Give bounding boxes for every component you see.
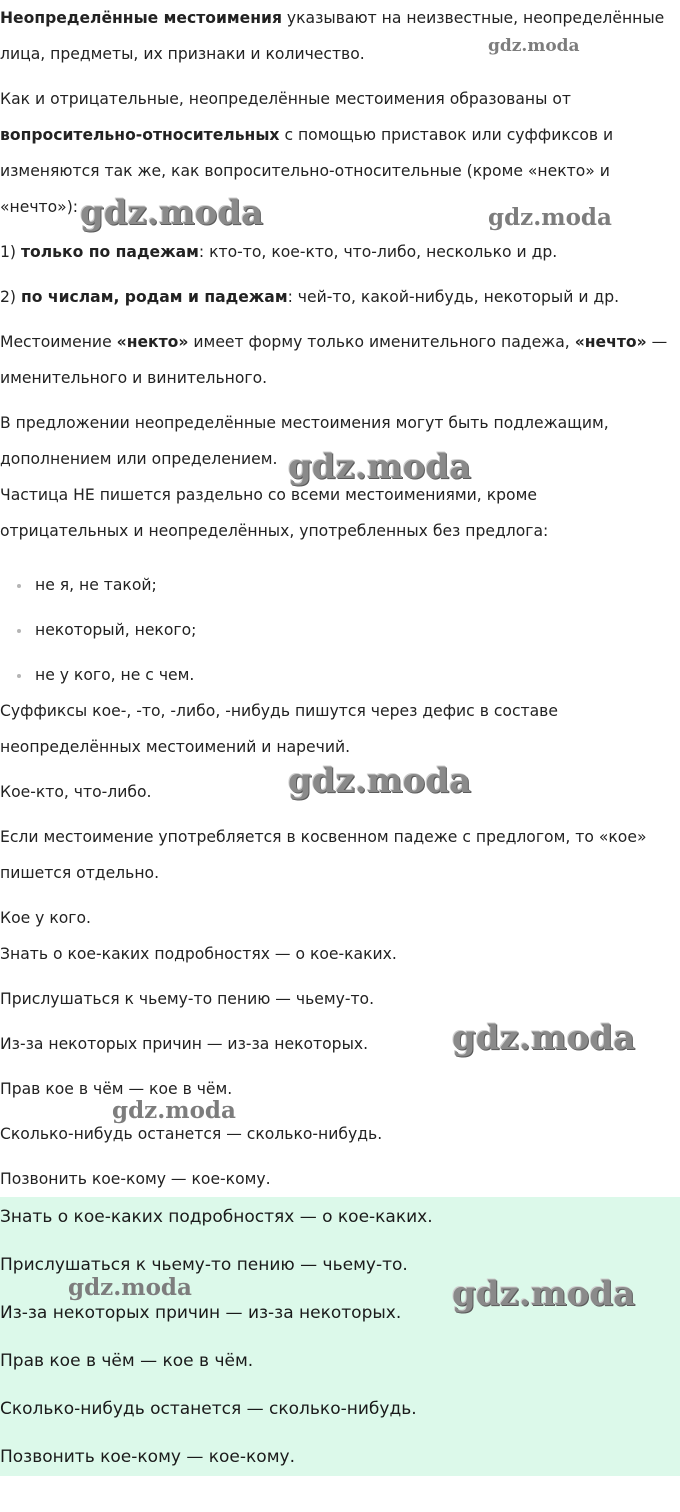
answer-box (0, 1197, 680, 1476)
nekto-text-c: имеет форму только именительного падежа, (188, 333, 575, 351)
suffixes-line-2: неопределённых местоимений и наречий. (0, 738, 351, 756)
bullet-dot (17, 674, 21, 678)
intro-text: указывают на неизвестные, неопределённые (281, 9, 665, 27)
formation-text: с помощью приставок или суффиксов и (279, 126, 614, 144)
item-1 (0, 242, 557, 262)
answer-line: Знать о кое-каких подробностях — о кое-каких. (0, 1207, 433, 1227)
answer-line: Из-за некоторых причин — из-за некоторых. (0, 1303, 402, 1323)
suffixes-line-1: Суффиксы кое-, -то, -либо, -нибудь пишутся через дефис в составе (0, 702, 558, 720)
intro-term: Неопределённые местоимения (0, 9, 282, 27)
particle-line-1: Частица НЕ пишется раздельно со всеми местоимениями, кроме (0, 486, 537, 504)
item-2-term: по числам, родам и падежам (20, 288, 288, 306)
nekto-term: «некто» (116, 333, 189, 351)
example-line: Прислушаться к чьему-то пению — чьему-то. (0, 990, 375, 1008)
nekto-text-a: Местоимение (0, 333, 117, 351)
bullet-text: не у кого, не с чем. (35, 666, 195, 684)
watermark: gdz.moda (288, 447, 472, 487)
nechto-term: «нечто» (574, 333, 647, 351)
watermark: gdz.moda (112, 1097, 236, 1124)
example-line: Прав кое в чём — кое в чём. (0, 1080, 233, 1098)
suffixes-example: Кое-кто, что-либо. (0, 783, 152, 801)
item-1-number: 1) (0, 243, 21, 261)
prep-example: Кое у кого. (0, 909, 91, 927)
bullet-dot (17, 584, 21, 588)
nekto-line-2: именительного и винительного. (0, 369, 268, 387)
formation-line-1: Как и отрицательные, неопределённые местоимения образованы от (0, 90, 571, 108)
answer-line: Прислушаться к чьему-то пению — чьему-то. (0, 1255, 408, 1275)
watermark: gdz.moda (488, 36, 580, 56)
formation-term: вопросительно-относительных (0, 126, 280, 144)
watermark: gdz.moda (452, 1274, 636, 1314)
sentence-line-1: В предложении неопределённые местоимения могут быть подлежащим, (0, 414, 609, 432)
prep-line-2: пишется отдельно. (0, 864, 160, 882)
watermark: gdz.moda (80, 193, 264, 233)
example-line: Знать о кое-каких подробностях — о кое-каких. (0, 945, 397, 963)
example-line: Из-за некоторых причин — из-за некоторых. (0, 1035, 369, 1053)
watermark: gdz.moda (288, 761, 472, 801)
item-2 (0, 287, 619, 307)
watermark: gdz.moda (452, 1018, 636, 1058)
answer-line: Позвонить кое-кому — кое-кому. (0, 1447, 295, 1467)
nekto-text-e: — (646, 333, 668, 351)
bullet-text: некоторый, некого; (35, 621, 197, 639)
watermark: gdz.moda (488, 204, 612, 231)
example-line: Позвонить кое-кому — кое-кому. (0, 1170, 271, 1188)
sentence-line-2: дополнением или определением. (0, 450, 278, 468)
prep-line-1: Если местоимение употребляется в косвенном падеже с предлогом, то «кое» (0, 828, 647, 846)
bullet-text: не я, не такой; (35, 576, 157, 594)
answer-line: Сколько-нибудь останется — сколько-нибудь. (0, 1399, 417, 1419)
formation-line-2 (0, 125, 613, 145)
watermark: gdz.moda (68, 1274, 192, 1301)
intro-line-1 (0, 8, 664, 28)
item-1-term: только по падежам (20, 243, 199, 261)
item-2-text: : чей-то, какой-нибудь, некоторый и др. (287, 288, 620, 306)
answer-line: Прав кое в чём — кое в чём. (0, 1351, 254, 1371)
example-line: Сколько-нибудь останется — сколько-нибудь. (0, 1125, 383, 1143)
formation-line-4: «нечто»): (0, 198, 79, 216)
particle-line-2: отрицательных и неопределённых, употребленных без предлога: (0, 522, 549, 540)
item-1-text: : кто-то, кое-кто, что-либо, несколько и др. (198, 243, 558, 261)
item-2-number: 2) (0, 288, 21, 306)
bullet-dot (17, 629, 21, 633)
formation-line-3: изменяются так же, как вопросительно-относительные (кроме «некто» и (0, 162, 610, 180)
intro-line-2: лица, предметы, их признаки и количество. (0, 45, 365, 63)
nekto-line-1 (0, 332, 667, 352)
